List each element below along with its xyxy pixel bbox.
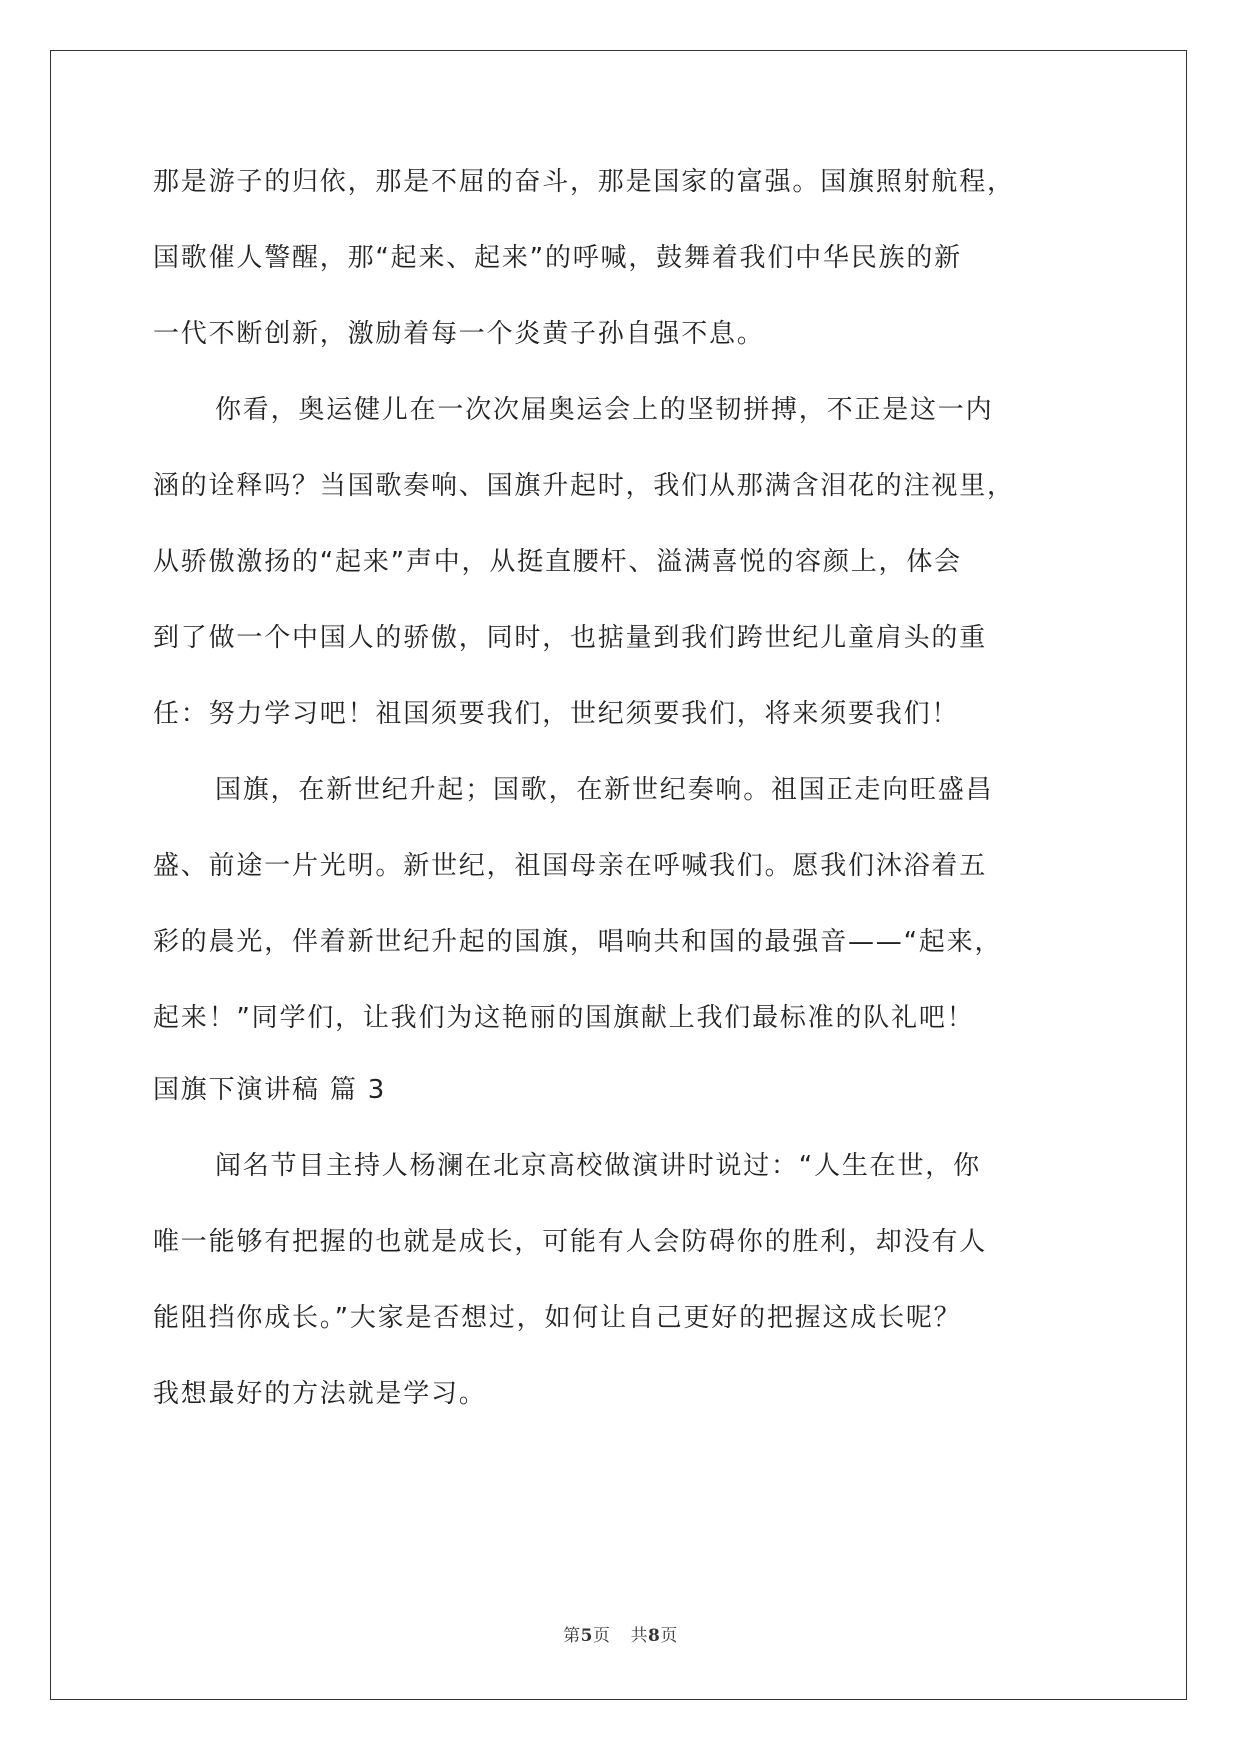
current-page-number: 5 [580, 1626, 593, 1646]
paragraph-line: 闻名节目主持人杨澜在北京高校做演讲时说过：“人生在世，你 [215, 1151, 981, 1181]
paragraph-line: 任：努力学习吧！祖国须要我们，世纪须要我们，将来须要我们！ [153, 699, 960, 729]
footer-total-prefix: 共 [630, 1626, 648, 1646]
paragraph-line: 起来！”同学们，让我们为这艳丽的国旗献上我们最标准的队礼吧！ [153, 1003, 975, 1033]
paragraph-line: 国旗，在新世纪升起；国歌，在新世纪奏响。祖国正走向旺盛昌 [215, 775, 994, 805]
paragraph-line: 涵的诠释吗？当国歌奏响、国旗升起时，我们从那满含泪花的注视里， [153, 471, 1015, 501]
paragraph-line: 你看，奥运健儿在一次次届奥运会上的坚韧拼搏，不正是这一内 [215, 395, 994, 425]
paragraph-line: 能阻挡你成长。”大家是否想过，如何让自己更好的把握这成长呢？ [153, 1303, 962, 1333]
paragraph-line: 到了做一个中国人的骄傲，同时，也掂量到我们跨世纪儿童肩头的重 [153, 623, 988, 653]
paragraph-line: 彩的晨光，伴着新世纪升起的国旗，唱响共和国的最强音——“起来， [153, 927, 1003, 957]
paragraph-line: 盛、前途一片光明。新世纪，祖国母亲在呼喊我们。愿我们沐浴着五 [153, 851, 988, 881]
paragraph-line: 国歌催人警醒，那“起来、起来”的呼喊，鼓舞着我们中华民族的新 [153, 243, 962, 273]
paragraph-line: 唯一能够有把握的也就是成长，可能有人会防碍你的胜利，却没有人 [153, 1227, 988, 1257]
total-page-count: 8 [648, 1626, 661, 1646]
paragraph-line: 我想最好的方法就是学习。 [153, 1379, 487, 1409]
section-heading: 国旗下演讲稿 篇 3 [153, 1075, 387, 1105]
paragraph-line: 从骄傲激扬的“起来”声中，从挺直腰杆、溢满喜悦的容颜上，体会 [153, 547, 962, 577]
page-footer [0, 1621, 1241, 1646]
paragraph-line: 那是游子的归依，那是不屈的奋斗，那是国家的富强。国旗照射航程， [153, 167, 1015, 197]
footer-total-suffix: 页 [660, 1626, 678, 1646]
footer-page-suffix: 页 [593, 1626, 611, 1646]
paragraph-line: 一代不断创新，激励着每一个炎黄子孙自强不息。 [153, 319, 765, 349]
footer-prefix: 第 [563, 1626, 581, 1646]
